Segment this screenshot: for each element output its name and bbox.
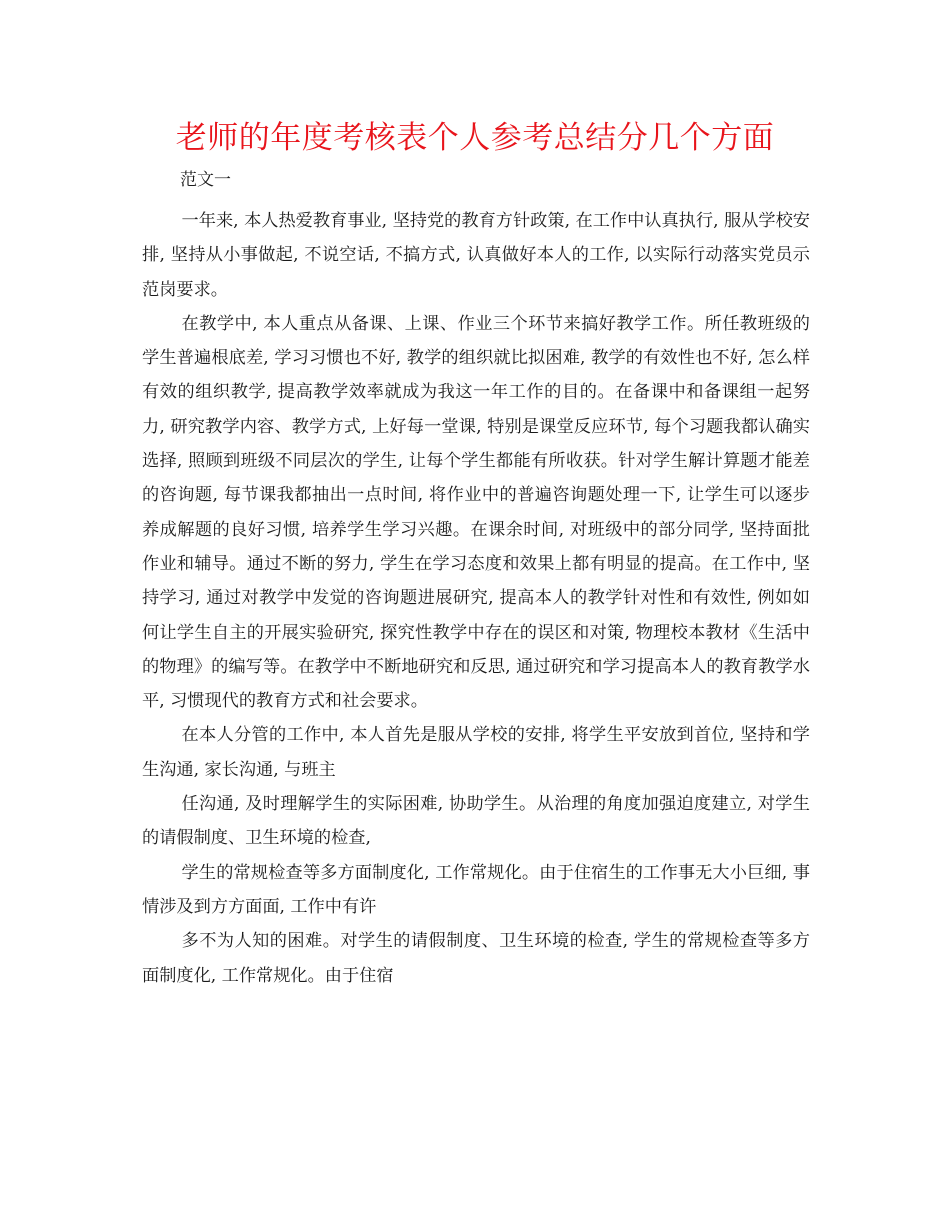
paragraph: 在本人分管的工作中, 本人首先是服从学校的安排, 将学生平安放到首位, 坚持和学生沟通, 家长沟通, 与班主 bbox=[142, 725, 810, 780]
document-body bbox=[142, 204, 810, 993]
document-title: 老师的年度考核表个人参考总结分几个方面 bbox=[175, 120, 775, 156]
paragraph: 学生的常规检查等多方面制度化, 工作常规化。由于住宿生的工作事无大小巨细, 事情涉及到方方面面, 工作中有许 bbox=[142, 862, 810, 917]
paragraph: 在教学中, 本人重点从备课、上课、作业三个环节来搞好教学工作。所任教班级的学生普遍根底差, 学习习惯也不好, 教学的组织就比拟困难, 教学的有效性也不好, 怎么样有效的组织教学, 提高教学效率就成为我这一年工作的目的。在备课中和备课组一起努力, 研究教学内容、教学方式, 上好每一堂课, 特别是课堂反应环节, 每个习题我都认确实选择, 照顾到班级不同层次的学生, 让每个学生都能有所收获。针对学生解计算题才能差的咨询题, 每节课我都抽出一点时间, 将作业中的普遍咨询题处理一下, 让学生可以逐步养成解题的良好习惯, 培养学生学习兴趣。在课余时间, 对班级中的部分同学, 坚持面批作业和辅导。通过不断的努力, 学生在学习态度和效果上都有明显的提高。在工作中, 坚持学习, 通过对教学中发觉的咨询题进展研究, 提高本人的教学针对性和有效性, 例如如何让学生自主的开展实验研究, 探究性教学中存在的误区和对策, 物理校本教材《生活中的物理》的编写等。在教学中不断地研究和反思, 通过研究和学习提高本人的教育教学水平, 习惯现代的教育方式和社会要求。 bbox=[142, 313, 810, 712]
paragraph: 任沟通, 及时理解学生的实际困难, 协助学生。从治理的角度加强迫度建立, 对学生的请假制度、卫生环境的检查, bbox=[142, 794, 810, 849]
paragraph: 一年来, 本人热爱教育事业, 坚持党的教育方针政策, 在工作中认真执行, 服从学校安排, 坚持从小事做起, 不说空话, 不搞方式, 认真做好本人的工作, 以实际行动落实党员示范岗要求。 bbox=[142, 211, 810, 300]
paragraph: 多不为人知的困难。对学生的请假制度、卫生环境的检查, 学生的常规检查等多方面制度化, 工作常规化。由于住宿 bbox=[142, 931, 810, 986]
document-subtitle: 范文一 bbox=[180, 170, 231, 190]
